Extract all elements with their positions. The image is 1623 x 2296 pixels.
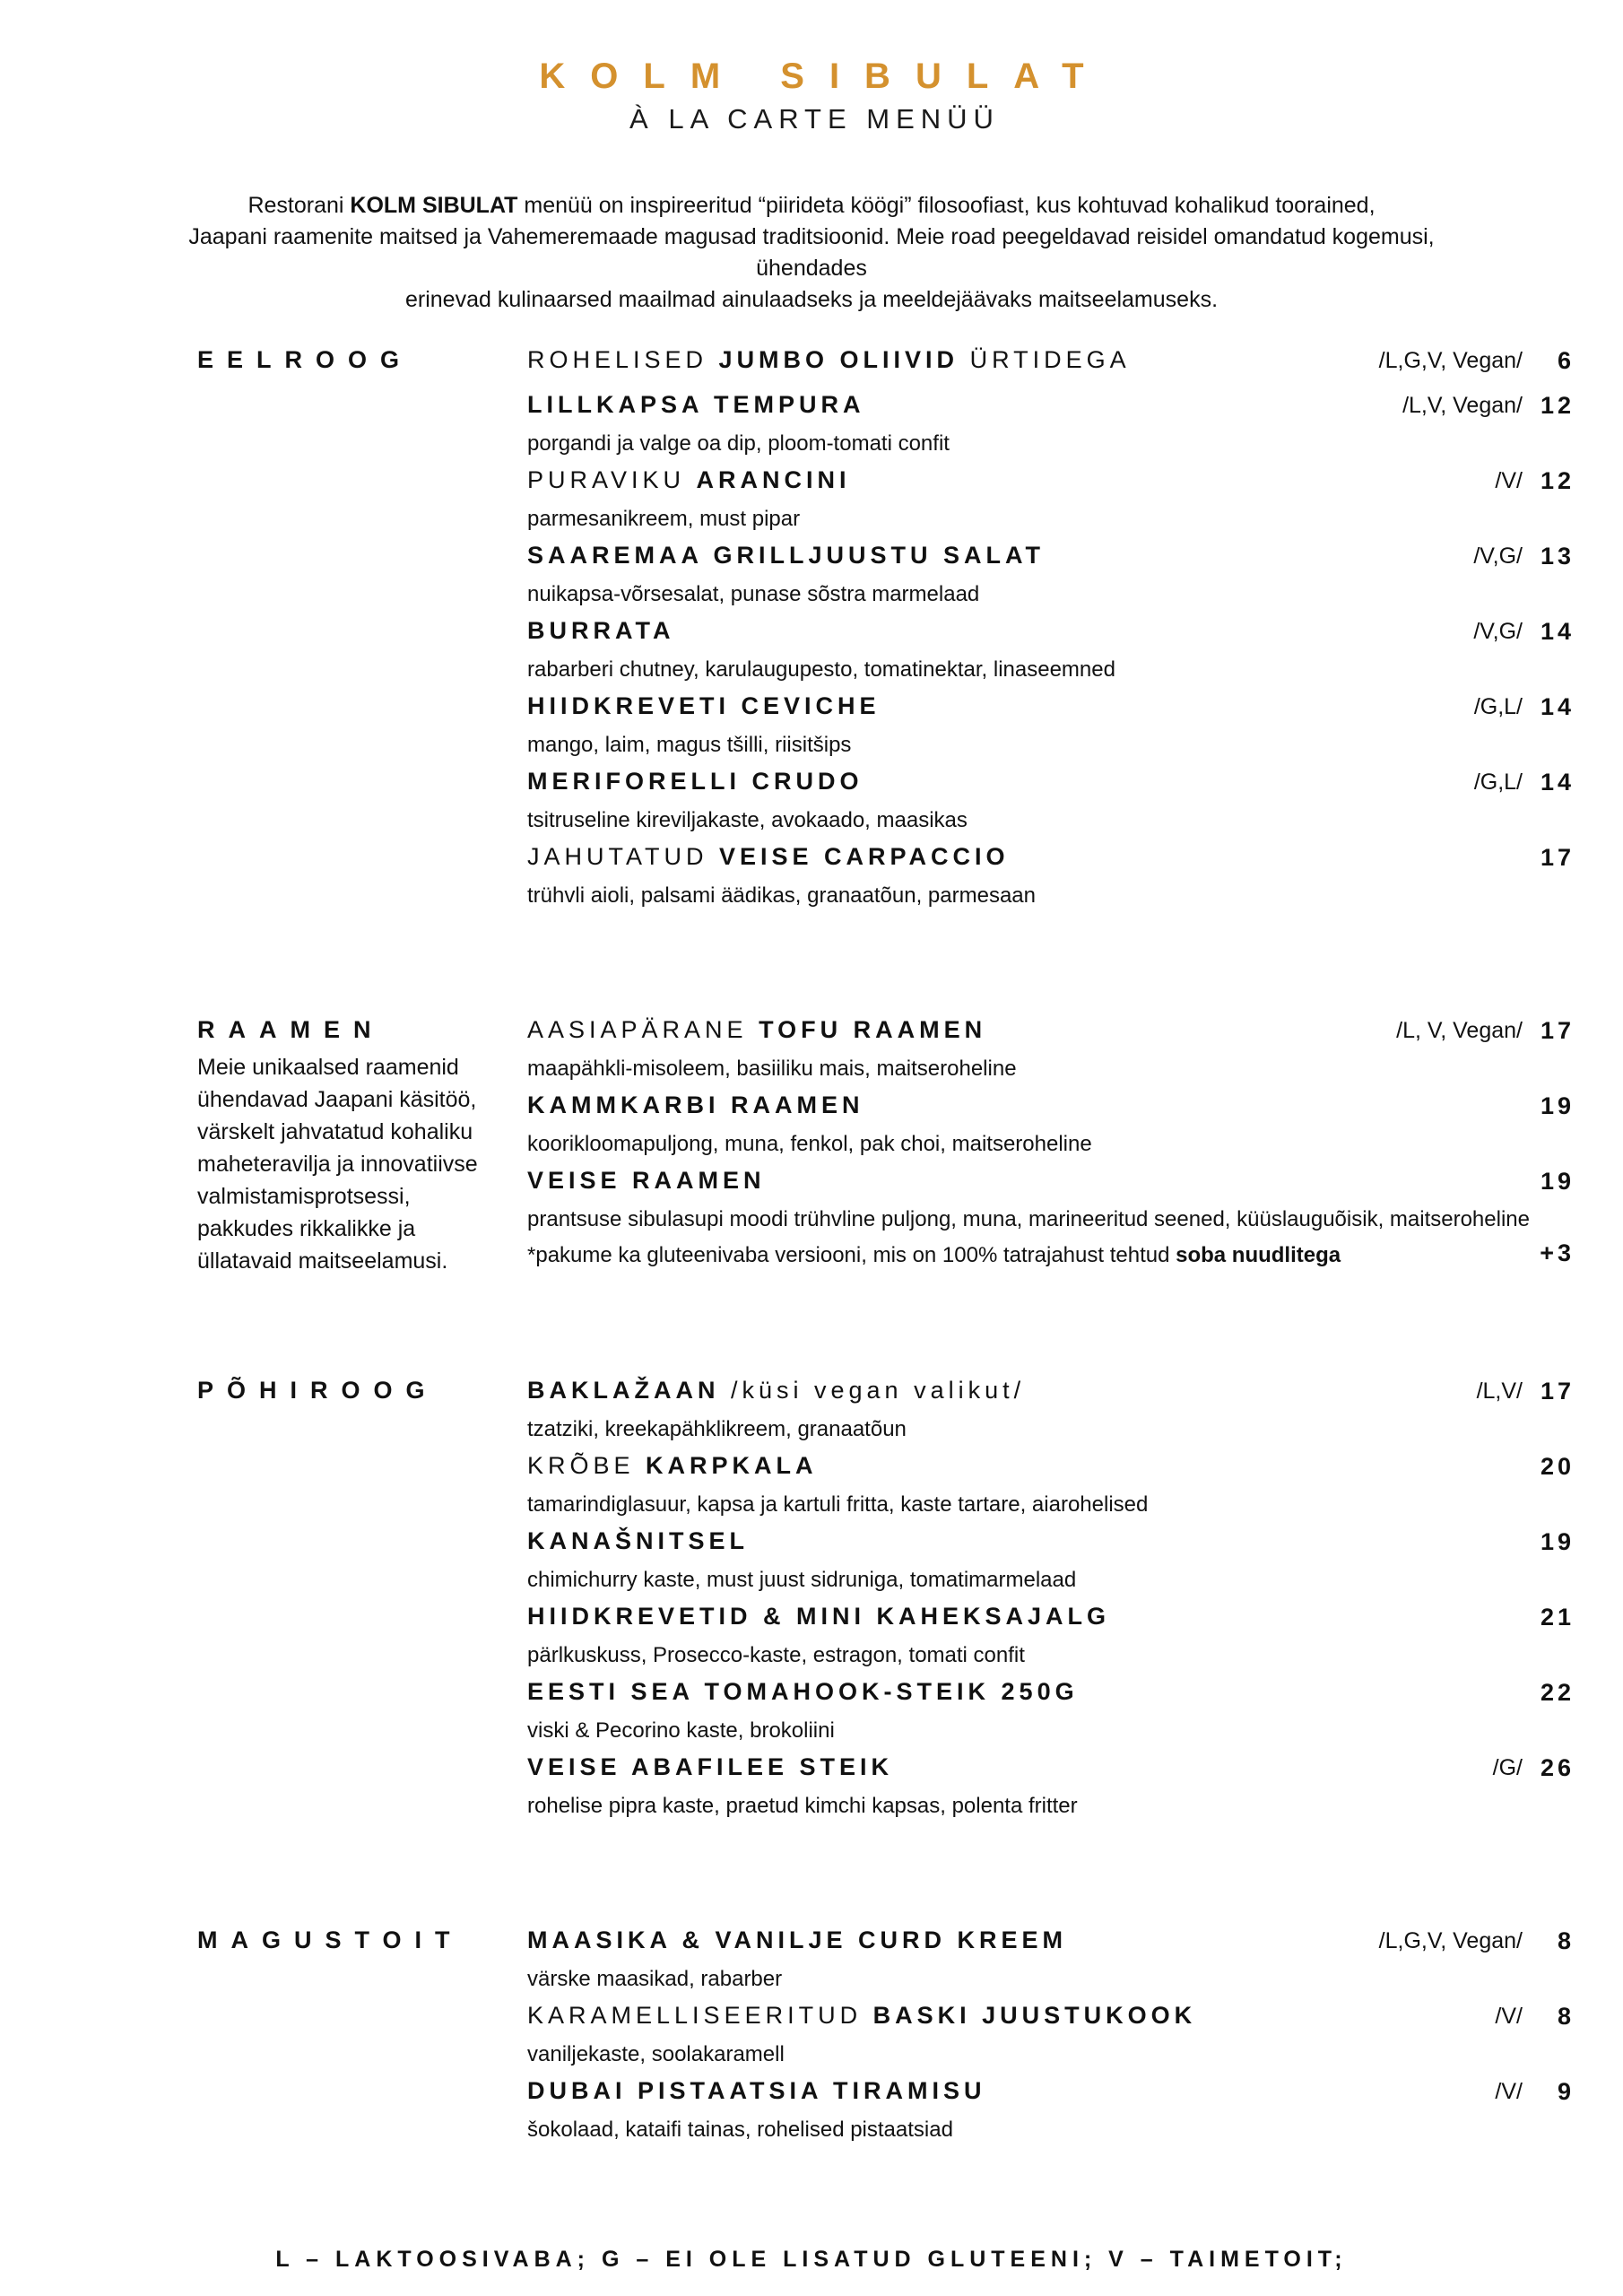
menu-item — [527, 1374, 1575, 1446]
dish-name-main: HIIDKREVETID & MINI KAHEKSAJALG — [527, 1603, 1111, 1630]
dish-description: rabarberi chutney, karulaugupesto, tomatinektar, linaseemned — [527, 657, 1115, 682]
restaurant-title: KOLM SIBULAT — [539, 57, 1109, 96]
dish-name — [527, 1377, 1025, 1404]
intro-text-2: menüü on inspireeritud “piirideta köögi” filosoofiast, kus kohtuvad kohalikud toorained, — [517, 193, 1376, 218]
dish-name-suffix: ÜRTIDEGA — [959, 346, 1131, 373]
dish-name — [527, 1603, 1110, 1630]
dish-name-main: BAKLAŽAAN — [527, 1377, 720, 1404]
dish-name-main: EESTI SEA TOMAHOOK-STEIK 250G — [527, 1678, 1079, 1705]
dish-price: 21 — [1540, 1604, 1575, 1631]
dish-price: 26 — [1540, 1754, 1575, 1781]
dish-price: 17 — [1540, 1017, 1575, 1044]
menu-item-header — [527, 840, 1575, 883]
menu-item-header — [527, 1525, 1575, 1568]
dish-description: tsitruseline kireviljakaste, avokaado, maasikas — [527, 808, 968, 832]
dish-price: 12 — [1540, 467, 1575, 494]
dish-name — [527, 843, 1010, 870]
menu-item-header — [527, 1999, 1575, 2042]
dish-price: 6 — [1557, 347, 1575, 374]
dish-price: 19 — [1540, 1528, 1575, 1555]
dish-description: tamarindiglasuur, kapsa ja kartuli fritta, kaste tartare, aiarohelised — [527, 1492, 1149, 1517]
dish-description: šokolaad, kataifi tainas, rohelised pistaatsiad — [527, 2118, 953, 2142]
intro-text-4: erinevad kulinaarsed maailmad ainulaadseks ja meeldejäävaks maitseelamuseks. — [404, 287, 1219, 312]
menu-item — [527, 1999, 1575, 2071]
menu-item — [527, 1751, 1575, 1822]
dish-name — [527, 542, 1045, 569]
dish-description: vaniljekaste, soolakaramell — [527, 2042, 785, 2066]
dietary-tags: /V,G/ — [1473, 619, 1523, 644]
dish-name — [527, 2002, 1196, 2029]
dish-description: parmesanikreem, must pipar — [527, 507, 801, 531]
dish-name-main: HIIDKREVETI CEVICHE — [527, 692, 881, 719]
menu-item — [527, 1600, 1575, 1672]
dietary-tags: /L,G,V, Vegan/ — [1378, 348, 1523, 373]
dish-name-main: KAMMKARBI RAAMEN — [527, 1091, 864, 1118]
menu-item-header — [527, 539, 1575, 582]
menu-item-header — [527, 2074, 1575, 2118]
dish-name-prefix: KRÕBE — [527, 1452, 647, 1479]
dish-name — [527, 1527, 749, 1554]
menu-item — [527, 690, 1575, 761]
intro-text-1: Restorani — [247, 193, 351, 218]
dish-description: tzatziki, kreekapähklikreem, granaatõun — [527, 1417, 907, 1441]
dish-price: 17 — [1540, 844, 1575, 871]
dish-name — [527, 1167, 766, 1194]
dish-name-prefix: ROHELISED — [527, 346, 719, 373]
menu-item-header — [527, 1013, 1575, 1057]
menu-item — [527, 1924, 1575, 1996]
dish-name-main: ARANCINI — [696, 466, 851, 493]
dietary-tags: /V,G/ — [1473, 544, 1523, 569]
menu-item — [527, 539, 1575, 611]
dish-price: 22 — [1540, 1679, 1575, 1706]
menu-item-header — [527, 1374, 1575, 1417]
menu-item-header — [527, 1600, 1575, 1643]
menu-item — [527, 1013, 1575, 1085]
dish-description: maapähkli-misoleem, basiiliku mais, maitseroheline — [527, 1057, 1017, 1081]
dish-description: mango, laim, magus tšilli, riisitšips — [527, 733, 852, 757]
menu-item-header — [527, 690, 1575, 733]
dietary-tags: /G,L/ — [1473, 770, 1523, 795]
dish-name-main: KANAŠNITSEL — [527, 1527, 750, 1554]
dish-name-prefix: PURAVIKU — [527, 466, 697, 493]
menu-item-header — [527, 765, 1575, 808]
dish-name-prefix: AASIAPÄRANE — [527, 1016, 759, 1043]
dish-price: 9 — [1557, 2078, 1575, 2105]
dish-price: 8 — [1557, 2003, 1575, 2030]
dietary-tags: /L,G,V, Vegan/ — [1378, 1928, 1523, 1953]
dish-name — [527, 1678, 1079, 1705]
dish-name — [527, 1926, 1067, 1953]
dish-price: 20 — [1540, 1453, 1575, 1480]
dish-price: 14 — [1540, 618, 1575, 645]
dish-name-main: BASKI JUUSTUKOOK — [872, 2002, 1197, 2029]
dietary-tags: /V/ — [1495, 2079, 1523, 2104]
menu-item-header — [527, 344, 1575, 388]
dish-price: 14 — [1540, 769, 1575, 796]
dish-description: porgandi ja valge oa dip, ploom-tomati confit — [527, 431, 950, 456]
dish-description: pärlkuskuss, Prosecco-kaste, estragon, tomati confit — [527, 1643, 1025, 1667]
menu-item-header — [527, 1675, 1575, 1718]
dish-price: 13 — [1540, 543, 1575, 570]
dish-name-main: MERIFORELLI CRUDO — [527, 768, 864, 795]
dietary-tags: /G/ — [1492, 1755, 1523, 1780]
menu-item — [527, 1525, 1575, 1596]
dish-price: 8 — [1557, 1927, 1575, 1954]
dietary-tags: /L,V/ — [1476, 1378, 1523, 1404]
dish-name-main: VEISE ABAFILEE STEIK — [527, 1753, 894, 1780]
dietary-tags: /V/ — [1495, 2004, 1523, 2029]
dish-name — [527, 391, 865, 418]
dish-price: 14 — [1540, 693, 1575, 720]
dietary-tags: /V/ — [1495, 468, 1523, 493]
raamen-items — [527, 1013, 1575, 1236]
dish-price: 12 — [1540, 392, 1575, 419]
menu-item — [527, 344, 1575, 388]
dish-name-main: VEISE CARPACCIO — [719, 843, 1010, 870]
dish-name-main: TOFU RAAMEN — [759, 1016, 987, 1043]
menu-item — [527, 1675, 1575, 1747]
menu-item — [527, 1449, 1575, 1521]
intro-brand: KOLM SIBULAT — [350, 193, 518, 218]
menu-item — [527, 2074, 1575, 2146]
menu-subtitle: À LA CARTE MENÜÜ — [629, 103, 1000, 135]
menu-item-header — [527, 614, 1575, 657]
intro-text-3: Jaapani raamenite maitsed ja Vahemeremaade magusad traditsioonid. Meie road peegeldavad reisidel omandatud kogemusi, ühendades — [188, 224, 1435, 281]
dietary-tags: /G,L/ — [1473, 694, 1523, 719]
dish-name-main: SAAREMAA GRILLJUUSTU SALAT — [527, 542, 1045, 569]
section-items — [527, 1374, 1575, 1826]
note-price: +3 — [1540, 1239, 1575, 1266]
section-title: EELROOG — [197, 346, 413, 373]
dish-name-prefix: KARAMELLISEERITUD — [527, 2002, 873, 2029]
dish-description: viski & Pecorino kaste, brokoliini — [527, 1718, 835, 1743]
menu-item — [527, 464, 1575, 535]
section-items — [527, 344, 1575, 916]
dish-name-main: JUMBO OLIIVID — [718, 346, 959, 373]
intro-paragraph — [161, 190, 1462, 316]
menu-item-header — [527, 1449, 1575, 1492]
dish-name — [527, 692, 881, 719]
dish-name-main: LILLKAPSA TEMPURA — [527, 391, 865, 418]
dish-name — [527, 768, 864, 795]
note-text: *pakume ka gluteenivaba versiooni, mis on 100% tatrajahust tehtud — [527, 1243, 1176, 1267]
dish-name — [527, 1753, 893, 1780]
menu-item-header — [527, 388, 1575, 431]
dish-description: värske maasikad, rabarber — [527, 1967, 783, 1991]
dish-description: rohelise pipra kaste, praetud kimchi kapsas, polenta fritter — [527, 1794, 1078, 1818]
dish-name-suffix: /küsi vegan valikut/ — [719, 1377, 1026, 1404]
dish-name-prefix: JAHUTATUD — [527, 843, 719, 870]
dish-price: 17 — [1540, 1378, 1575, 1405]
section-items — [527, 1013, 1575, 1272]
section-description: Meie unikaalsed raamenid ühendavad Jaapani käsitöö, värskelt jahvatatud kohaliku maheteravilja ja innovatiivse valmistamisprotsessi, pakkudes rikkalikke ja üllatavaid maitseelamusi. — [197, 1055, 478, 1274]
dish-name — [527, 1016, 986, 1043]
dish-description: koorikloomapuljong, muna, fenkol, pak choi, maitseroheline — [527, 1132, 1092, 1156]
dish-description: prantsuse sibulasupi moodi trühvline puljong, muna, marineeritud seened, küüslauguõisik, maitseroheline — [527, 1207, 1530, 1231]
menu-item — [527, 1089, 1575, 1161]
dish-name-main: MAASIKA & VANILJE CURD KREEM — [527, 1926, 1068, 1953]
menu-header — [0, 52, 1623, 138]
section-title: MAGUSTOIT — [197, 1926, 464, 1953]
dish-name — [527, 466, 851, 493]
menu-item — [527, 765, 1575, 837]
dish-name — [527, 1452, 818, 1479]
dish-name-main: DUBAI PISTAATSIA TIRAMISU — [527, 2077, 986, 2104]
dish-price: 19 — [1540, 1092, 1575, 1119]
dish-name — [527, 617, 674, 644]
dish-description: trühvli aioli, palsami äädikas, granaatõun, parmesaan — [527, 883, 1036, 908]
dish-name-main: KARPKALA — [646, 1452, 818, 1479]
dish-description: chimichurry kaste, must juust sidruniga, tomatimarmelaad — [527, 1568, 1077, 1592]
section-title: RAAMEN — [197, 1016, 385, 1043]
menu-item-header — [527, 1164, 1575, 1207]
section-title: PÕHIROOG — [197, 1377, 438, 1404]
menu-item-header — [527, 1089, 1575, 1132]
dish-name — [527, 2077, 986, 2104]
dish-description: nuikapsa-võrsesalat, punase sõstra marmelaad — [527, 582, 980, 606]
dietary-tags: /L,V, Vegan/ — [1402, 393, 1523, 418]
dish-price: 19 — [1540, 1168, 1575, 1195]
menu-item-header — [527, 1751, 1575, 1794]
dietary-legend: L – LAKTOOSIVABA; G – EI OLE LISATUD GLUTEENI; V – TAIMETOIT; — [275, 2247, 1348, 2272]
menu-item — [527, 614, 1575, 686]
dish-name-main: VEISE RAAMEN — [527, 1167, 766, 1194]
menu-item — [527, 388, 1575, 460]
menu-item-header — [527, 464, 1575, 507]
dietary-tags: /L, V, Vegan/ — [1396, 1018, 1523, 1043]
gluten-free-note — [527, 1239, 1575, 1272]
menu-item-header — [527, 1924, 1575, 1967]
dish-name — [527, 346, 1131, 373]
dish-name — [527, 1091, 864, 1118]
menu-item — [527, 840, 1575, 912]
menu-item — [527, 1164, 1575, 1236]
section-items — [527, 1924, 1575, 2150]
dish-name-main: BURRATA — [527, 617, 675, 644]
note-bold: soba nuudlitega — [1176, 1243, 1341, 1267]
